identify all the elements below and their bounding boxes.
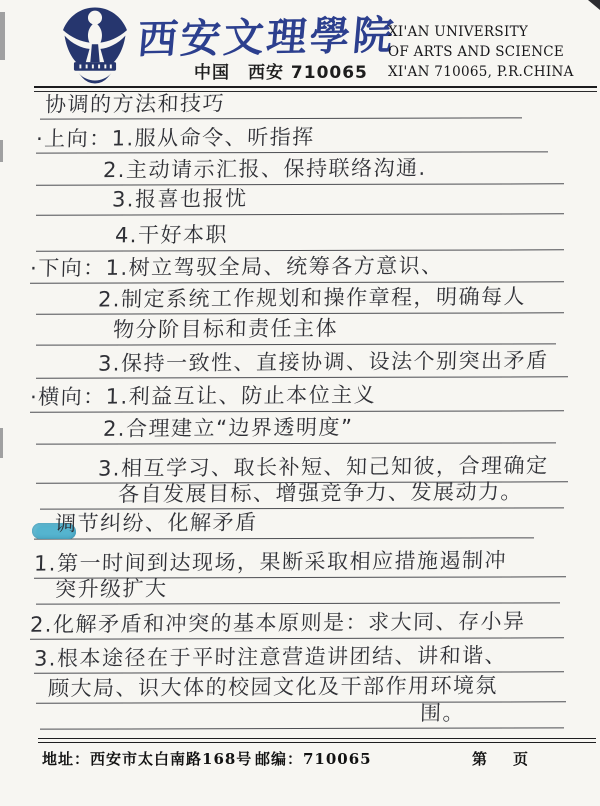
handwritten-line: 2.化解矛盾和冲突的基本原则是：求大同、存小异	[29, 609, 526, 637]
handwritten-line: 3.根本途径在于平时注意营造讲团结、讲和谐、	[33, 643, 508, 671]
scan-edge-smudge	[0, 140, 3, 162]
handwritten-line: ·上向：1.服从命令、听指挥	[35, 125, 316, 151]
handwritten-line: 物分阶目标和责任主体	[112, 316, 339, 342]
handwritten-line: 调节纠纷、化解矛盾	[54, 510, 258, 536]
handwritten-line: 4.干好本职	[114, 222, 229, 248]
footer-address: 地址：西安市太白南路168号	[42, 750, 253, 768]
english-line-2: OF ARTS AND SCIENCE	[388, 44, 565, 60]
footer-page-prefix: 第	[472, 750, 489, 768]
handwritten-line: 2.制定系统工作规划和操作章程，明确每人	[97, 284, 527, 312]
location-line: 中国 西安 710065	[194, 63, 368, 83]
footer-postcode: 邮编：710065	[255, 750, 372, 768]
ruled-line	[36, 249, 564, 251]
university-name-english	[388, 22, 593, 82]
handwritten-line: ·横向：1.利益互让、防止本位主义	[29, 382, 377, 410]
handwritten-line: 3.报喜也报忧	[111, 186, 248, 212]
scan-corner-artifact	[588, 0, 600, 10]
scan-edge-smudge	[0, 12, 5, 60]
ruled-line	[40, 727, 564, 729]
handwritten-line: 顾大局、识大体的校园文化及干部作用环境氛	[47, 673, 499, 701]
footer-page-suffix: 页	[513, 750, 530, 768]
handwritten-line: 3.保持一致性、直接协调、设法个别突出矛盾	[97, 348, 549, 376]
footer-divider	[38, 738, 596, 743]
handwritten-line: 2.合理建立“边界透明度”	[102, 415, 354, 441]
handwritten-line: 各自发展目标、增强竞争力、发展动力。	[117, 479, 524, 507]
university-name-calligraphy: 西安文理學院	[135, 11, 399, 64]
handwritten-line: 3.相互学习、取长补短、知己知彼，合理确定	[97, 453, 549, 481]
english-line-1: XI'AN UNIVERSITY	[388, 24, 529, 40]
ruled-line	[30, 410, 564, 412]
ruled-line	[36, 213, 564, 215]
handwritten-line: 2.主动请示汇报、保持联络沟通.	[102, 155, 428, 183]
university-emblem-icon	[56, 6, 134, 84]
handwritten-line: ·下向：1.树立驾驭全局、统筹各方意识、	[29, 253, 445, 281]
ruled-line	[34, 537, 534, 539]
english-line-3: XI'AN 710065, P.R.CHINA	[388, 64, 574, 80]
handwritten-line: 围。	[419, 700, 466, 726]
handwritten-line: 协调的方法和技巧	[44, 91, 226, 117]
handwritten-line: 突升级扩大	[54, 576, 168, 602]
scan-edge-smudge	[0, 428, 3, 458]
handwritten-line: 1.第一时间到达现场，果断采取相应措施遏制冲	[33, 548, 508, 576]
